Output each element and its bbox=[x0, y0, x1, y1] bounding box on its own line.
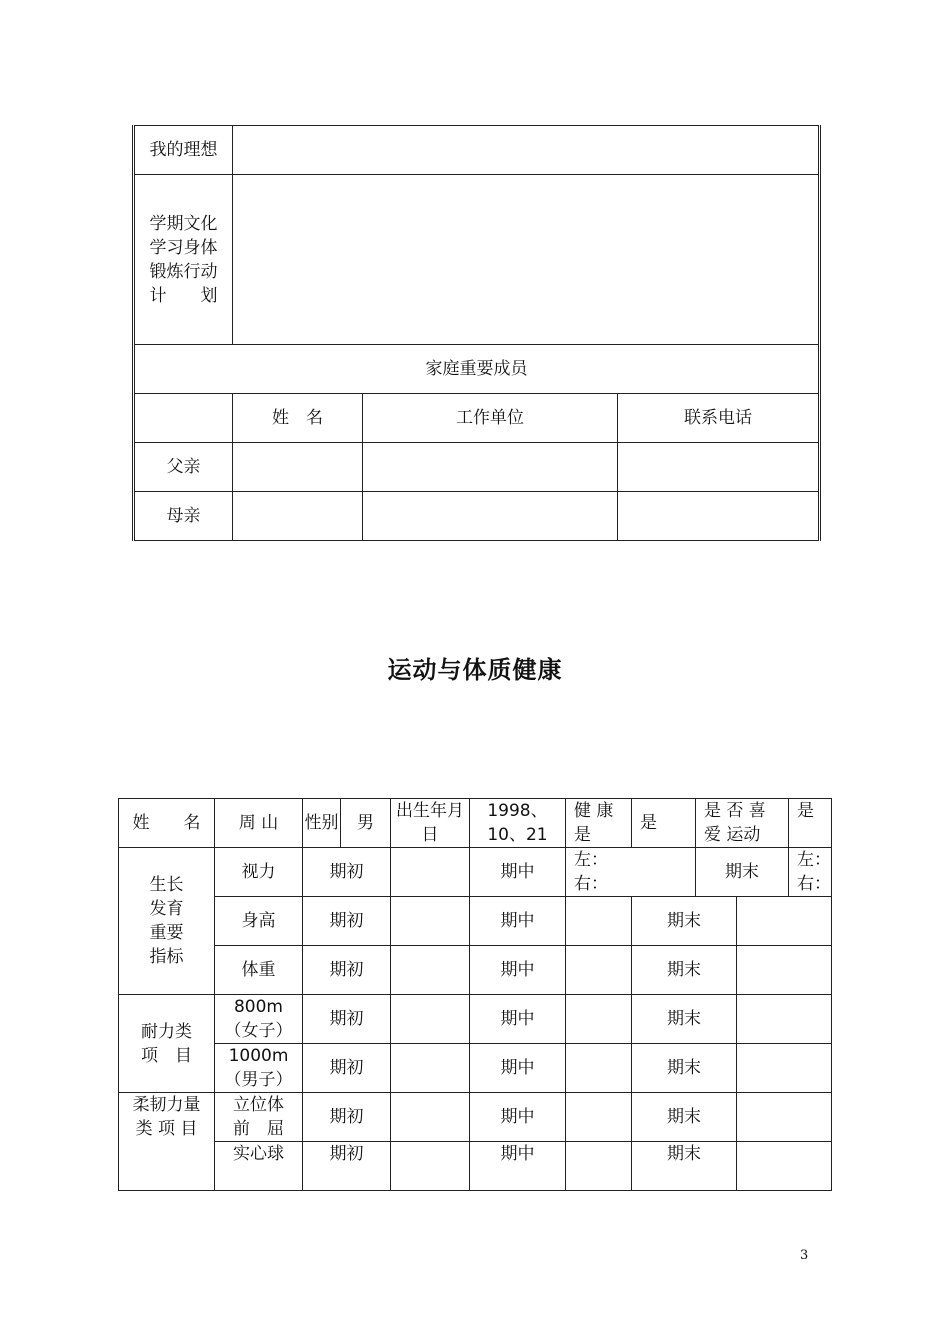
col-phone: 联系电话 bbox=[618, 394, 820, 443]
phase-mid-label: 期中 bbox=[470, 1044, 566, 1093]
weight-mid-input[interactable] bbox=[566, 946, 632, 995]
run1000-mid-input[interactable] bbox=[566, 1044, 632, 1093]
father-phone-input[interactable] bbox=[618, 443, 820, 492]
phase-start-label: 期初 bbox=[303, 995, 391, 1044]
sport-label: 是 否 喜 爱 运动 bbox=[696, 799, 789, 848]
mother-phone-input[interactable] bbox=[618, 492, 820, 541]
item-1000m: 1000m （男子） bbox=[215, 1044, 303, 1093]
phase-end-label: 期末 bbox=[632, 1044, 737, 1093]
name-label: 姓 名 bbox=[119, 799, 215, 848]
gender-label: 性别 bbox=[303, 799, 341, 848]
phase-start-label: 期初 bbox=[303, 1142, 391, 1191]
section-title: 运动与体质健康 bbox=[387, 656, 563, 684]
phase-end-label: 期末 bbox=[632, 946, 737, 995]
row-father: 父亲 bbox=[134, 443, 233, 492]
birth-value: 1998、10、21 bbox=[470, 799, 566, 848]
phase-mid-label: 期中 bbox=[470, 848, 566, 897]
phase-end-label: 期末 bbox=[632, 897, 737, 946]
father-name-input[interactable] bbox=[233, 443, 363, 492]
group-growth: 生长 发育 重要 指标 bbox=[119, 848, 215, 995]
phase-start-label: 期初 bbox=[303, 897, 391, 946]
mother-name-input[interactable] bbox=[233, 492, 363, 541]
group-flex: 柔韧力量 类 项 目 bbox=[119, 1093, 215, 1191]
run1000-start-input[interactable] bbox=[391, 1044, 470, 1093]
weight-end-input[interactable] bbox=[737, 946, 832, 995]
ball-end-input[interactable] bbox=[737, 1142, 832, 1191]
item-vision: 视力 bbox=[215, 848, 303, 897]
phase-start-label: 期初 bbox=[303, 1044, 391, 1093]
col-work-unit: 工作单位 bbox=[363, 394, 618, 443]
item-weight: 体重 bbox=[215, 946, 303, 995]
gender-value: 男 bbox=[341, 799, 391, 848]
phase-end-label: 期末 bbox=[696, 848, 789, 897]
phase-start-label: 期初 bbox=[303, 1093, 391, 1142]
run1000-end-input[interactable] bbox=[737, 1044, 832, 1093]
vision-start-input[interactable] bbox=[391, 848, 470, 897]
phase-start-label: 期初 bbox=[303, 946, 391, 995]
phase-end-label: 期末 bbox=[632, 995, 737, 1044]
health-label: 健 康 是 bbox=[566, 799, 632, 848]
family-corner-cell bbox=[134, 394, 233, 443]
ideal-label: 我的理想 bbox=[134, 126, 233, 175]
vision-end-input[interactable]: 左： 右： bbox=[789, 848, 832, 897]
family-header: 家庭重要成员 bbox=[134, 345, 820, 394]
father-work-input[interactable] bbox=[363, 443, 618, 492]
item-sit-reach: 立位体 前 屈 bbox=[215, 1093, 303, 1142]
ball-start-input[interactable] bbox=[391, 1142, 470, 1191]
height-end-input[interactable] bbox=[737, 897, 832, 946]
row-mother: 母亲 bbox=[134, 492, 233, 541]
phase-mid-label: 期中 bbox=[470, 946, 566, 995]
sport-value: 是 bbox=[789, 799, 832, 848]
name-value: 周 山 bbox=[215, 799, 303, 848]
health-value: 是 bbox=[632, 799, 696, 848]
mother-work-input[interactable] bbox=[363, 492, 618, 541]
sitreach-start-input[interactable] bbox=[391, 1093, 470, 1142]
height-mid-input[interactable] bbox=[566, 897, 632, 946]
sitreach-end-input[interactable] bbox=[737, 1093, 832, 1142]
group-endurance: 耐力类 项 目 bbox=[119, 995, 215, 1093]
weight-start-input[interactable] bbox=[391, 946, 470, 995]
run800-end-input[interactable] bbox=[737, 995, 832, 1044]
vision-mid-input[interactable]: 左： 右： bbox=[566, 848, 696, 897]
phase-mid-label: 期中 bbox=[470, 897, 566, 946]
page-number: 3 bbox=[800, 1248, 809, 1263]
plan-label: 学期文化 学习身体 锻炼行动 计 划 bbox=[134, 175, 233, 345]
phase-end-label: 期末 bbox=[632, 1093, 737, 1142]
ball-mid-input[interactable] bbox=[566, 1142, 632, 1191]
birth-label: 出生年月日 bbox=[391, 799, 470, 848]
sitreach-mid-input[interactable] bbox=[566, 1093, 632, 1142]
col-name: 姓 名 bbox=[233, 394, 363, 443]
item-height: 身高 bbox=[215, 897, 303, 946]
item-800m: 800m （女子） bbox=[215, 995, 303, 1044]
ideal-input[interactable] bbox=[233, 126, 820, 175]
item-medicine-ball: 实心球 bbox=[215, 1142, 303, 1191]
phase-start-label: 期初 bbox=[303, 848, 391, 897]
fitness-table bbox=[118, 798, 832, 1191]
phase-mid-label: 期中 bbox=[470, 1142, 566, 1191]
height-start-input[interactable] bbox=[391, 897, 470, 946]
run800-mid-input[interactable] bbox=[566, 995, 632, 1044]
phase-end-label: 期末 bbox=[632, 1142, 737, 1191]
phase-mid-label: 期中 bbox=[470, 995, 566, 1044]
phase-mid-label: 期中 bbox=[470, 1093, 566, 1142]
personal-info-table bbox=[132, 125, 821, 541]
plan-input[interactable] bbox=[233, 175, 820, 345]
run800-start-input[interactable] bbox=[391, 995, 470, 1044]
